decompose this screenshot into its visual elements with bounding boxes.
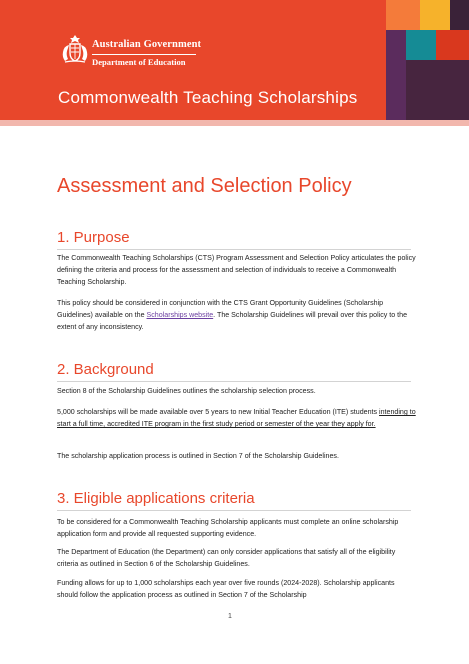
page-number: 1 <box>228 613 232 620</box>
department-name: Department of Education <box>92 57 186 67</box>
paragraph: Funding allows for up to 1,000 scholarships each year over five rounds (2024-2028). Scholarship applicants should follow the application process as outlined in Section 7 of the Scholarship <box>57 579 395 600</box>
section-heading-purpose: 1. Purpose <box>57 229 130 246</box>
paragraph <box>57 406 417 430</box>
section-divider <box>57 381 411 382</box>
logo-divider <box>92 54 196 55</box>
coat-of-arms-icon <box>60 33 90 65</box>
paragraph-text: . The Scholarship Guidelines will prevail over this policy to the extent of any inconsistency. <box>57 311 408 332</box>
program-title: Commonwealth Teaching Scholarships <box>58 88 358 107</box>
header-banner <box>0 0 469 120</box>
section-divider <box>57 510 411 511</box>
section-heading-eligible-applications: 3. Eligible applications criteria <box>57 490 255 507</box>
decorative-dark-block <box>450 0 469 30</box>
government-name: Australian Government <box>92 39 202 50</box>
paragraph: Section 8 of the Scholarship Guidelines outlines the scholarship selection process. <box>57 387 316 395</box>
decorative-teal-block <box>406 30 436 60</box>
header-accent-strip <box>0 120 469 126</box>
section-heading-background: 2. Background <box>57 361 154 378</box>
section-divider <box>57 249 411 250</box>
decorative-purple-block <box>386 30 406 120</box>
underlined-text: intending to start a full time, accredited ITE program in the first study period or semester of the year they apply for. <box>57 408 416 429</box>
paragraph-text: This policy should be considered in conjunction with the CTS Grant Opportunity Guidelines (Scholarship Guidelines) available on the <box>57 299 384 320</box>
paragraph: The Department of Education (the Department) can only consider applications that satisfy all of the eligibility criteria as outlined in Section 6 of the Scholarship Guidelines. <box>57 548 396 569</box>
paragraph: The Commonwealth Teaching Scholarships (CTS) Program Assessment and Selection Policy articulates the policy defining the criteria and process for the assessment and selection of individuals to receive a Commonwealth Teaching Scholarship. <box>57 254 416 287</box>
scholarships-website-link[interactable]: Scholarships website <box>146 311 214 320</box>
paragraph: The scholarship application process is outlined in Section 7 of the Scholarship Guidelines. <box>57 452 339 460</box>
paragraph-text: 5,000 scholarships will be made available over 5 years to new Initial Teacher Education (ITE) students <box>57 408 380 416</box>
decorative-orange-block <box>386 0 420 30</box>
decorative-plum-block <box>406 60 469 120</box>
paragraph <box>57 297 417 334</box>
decorative-yellow-block <box>420 0 450 30</box>
paragraph: To be considered for a Commonwealth Teaching Scholarship applicants must complete an online scholarship application form and provide all requested supporting evidence. <box>57 518 399 539</box>
document-title: Assessment and Selection Policy <box>57 175 352 197</box>
decorative-red-block <box>436 30 469 60</box>
